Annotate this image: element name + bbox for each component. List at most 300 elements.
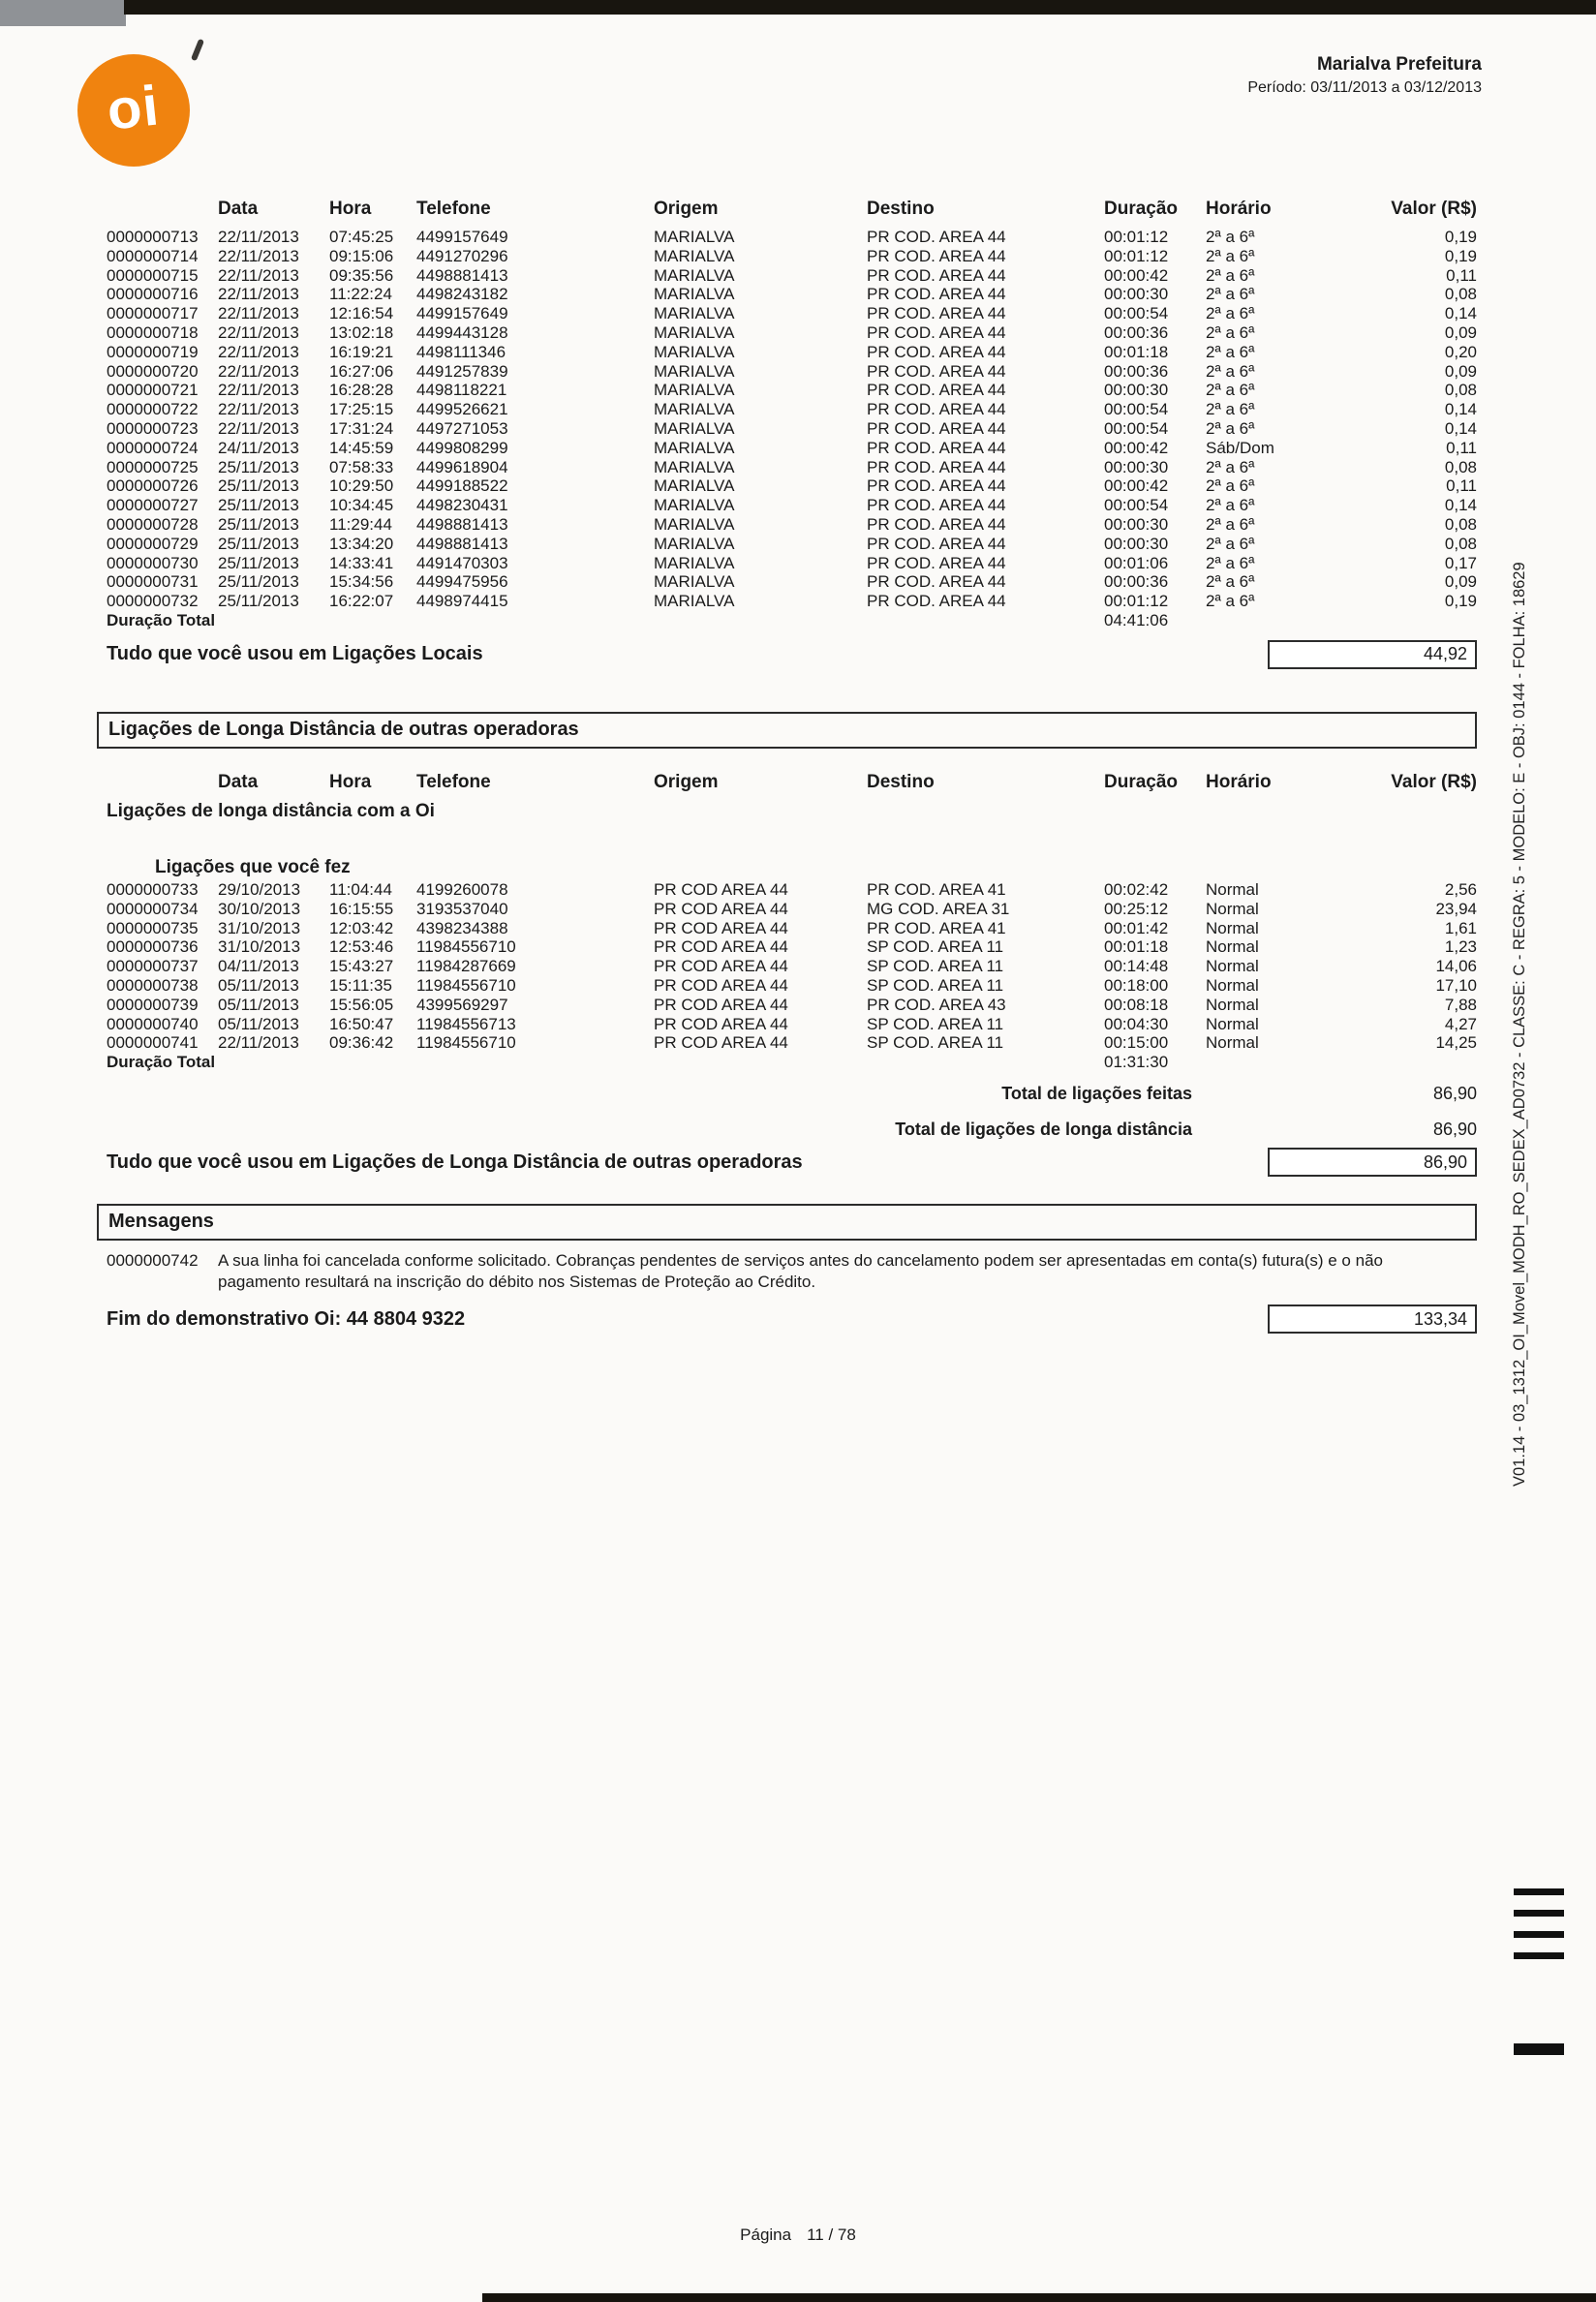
cell-hora: 09:36:42: [329, 1033, 394, 1053]
cell-valor: 1,61: [1444, 918, 1477, 937]
cell-telefone: 4499157649: [416, 304, 508, 323]
table-row: [107, 228, 1477, 247]
cell-valor: 0,09: [1444, 572, 1477, 592]
cell-data: 25/11/2013: [218, 553, 299, 572]
cell-valor: 0,08: [1444, 534, 1477, 553]
cell-valor: 14,25: [1435, 1033, 1477, 1053]
total-long-distance-label: Total de ligações de longa distância: [895, 1120, 1192, 1140]
col-header-horario: Horário: [1206, 771, 1272, 792]
cell-horario: Normal: [1206, 879, 1259, 899]
cell-data: 25/11/2013: [218, 534, 299, 553]
cell-destino: PR COD. AREA 43: [867, 995, 1006, 1014]
cell-hora: 15:34:56: [329, 572, 394, 592]
cell-id: 0000000720: [107, 361, 199, 381]
cell-duracao: 00:00:36: [1104, 322, 1169, 342]
cell-hora: 11:04:44: [329, 879, 392, 899]
col-header-destino: Destino: [867, 199, 935, 219]
cell-valor: 17,10: [1435, 975, 1477, 995]
cell-data: 29/10/2013: [218, 879, 301, 899]
cell-hora: 13:02:18: [329, 322, 394, 342]
cell-valor: 0,14: [1444, 304, 1477, 323]
cell-horario: 2ª a 6ª: [1206, 592, 1255, 611]
cell-telefone: 4498881413: [416, 534, 508, 553]
cell-horario: 2ª a 6ª: [1206, 285, 1255, 304]
cell-data: 22/11/2013: [218, 400, 299, 419]
cell-horario: 2ª a 6ª: [1206, 572, 1255, 592]
cell-data: 22/11/2013: [218, 304, 299, 323]
cell-data: 22/11/2013: [218, 381, 299, 400]
local-calls-summary-value: 44,92: [1423, 644, 1467, 664]
cell-origem: PR COD AREA 44: [654, 975, 788, 995]
table-row: [107, 1033, 1477, 1053]
cell-data: 22/11/2013: [218, 1033, 299, 1053]
closing-row: [107, 1304, 1477, 1334]
cell-telefone: 11984556713: [416, 1014, 516, 1033]
long-distance-summary-value: 86,90: [1423, 1151, 1467, 1172]
cell-horario: Normal: [1206, 995, 1259, 1014]
cell-data: 31/10/2013: [218, 918, 301, 937]
cell-destino: PR COD. AREA 41: [867, 879, 1006, 899]
cell-destino: PR COD. AREA 44: [867, 438, 1006, 457]
cell-hora: 10:29:50: [329, 476, 394, 496]
cell-telefone: 4498111346: [416, 342, 506, 361]
cell-duracao: 00:01:18: [1104, 342, 1169, 361]
table-row: [107, 458, 1477, 477]
cell-id: 0000000718: [107, 322, 199, 342]
cell-valor: 0,20: [1444, 342, 1477, 361]
cell-destino: PR COD. AREA 44: [867, 361, 1006, 381]
cell-telefone: 4498118221: [416, 381, 507, 400]
cell-origem: MARIALVA: [654, 476, 735, 496]
binding-mark: [1514, 1910, 1564, 1917]
cell-hora: 09:15:06: [329, 246, 394, 265]
cell-origem: MARIALVA: [654, 514, 735, 534]
cell-duracao: 00:00:36: [1104, 361, 1169, 381]
cell-hora: 13:34:20: [329, 534, 394, 553]
cell-hora: 17:25:15: [329, 400, 394, 419]
cell-origem: PR COD AREA 44: [654, 899, 788, 918]
table-row: [107, 362, 1477, 382]
col-header-empty: [107, 197, 218, 222]
cell-valor: 23,94: [1435, 899, 1477, 918]
long-distance-section-title: Ligações de Longa Distância de outras operadoras: [97, 712, 1477, 749]
table-row: [107, 515, 1477, 535]
cell-destino: PR COD. AREA 44: [867, 246, 1006, 265]
messages-section-title: Mensagens: [97, 1204, 1477, 1241]
customer-name: Marialva Prefeitura: [1316, 54, 1482, 75]
cell-data: 25/11/2013: [218, 514, 299, 534]
cell-horario: 2ª a 6ª: [1206, 265, 1255, 285]
cell-hora: 07:45:25: [329, 228, 394, 246]
total-calls-made-value: 86,90: [1432, 1084, 1477, 1104]
cell-telefone: 4498243182: [416, 285, 508, 304]
cell-hora: 17:31:24: [329, 418, 394, 438]
cell-data: 04/11/2013: [218, 957, 299, 976]
local-calls-summary-value-box: [1268, 640, 1477, 669]
cell-horario: 2ª a 6ª: [1206, 418, 1255, 438]
col-header-hora: Hora: [329, 771, 372, 792]
cell-destino: PR COD. AREA 44: [867, 418, 1006, 438]
cell-duracao: 00:00:30: [1104, 381, 1169, 400]
cell-hora: 07:58:33: [329, 457, 394, 476]
cell-id: 0000000732: [107, 592, 199, 611]
page-label: Página: [740, 2225, 792, 2244]
col-header-empty: [107, 770, 218, 795]
cell-data: 22/11/2013: [218, 285, 299, 304]
cell-id: 0000000717: [107, 304, 199, 323]
cell-telefone: 4491470303: [416, 553, 508, 572]
cell-telefone: 4498881413: [416, 265, 508, 285]
pen-mark: [191, 39, 204, 62]
total-long-distance-value: 86,90: [1432, 1120, 1477, 1140]
cell-destino: PR COD. AREA 44: [867, 534, 1006, 553]
col-header-horario: Horário: [1206, 199, 1272, 219]
cell-valor: 0,11: [1446, 438, 1477, 457]
cell-horario: 2ª a 6ª: [1206, 361, 1255, 381]
cell-destino: PR COD. AREA 44: [867, 381, 1006, 400]
col-header-origem: Origem: [654, 199, 719, 219]
cell-horario: 2ª a 6ª: [1206, 514, 1255, 534]
cell-horario: 2ª a 6ª: [1206, 534, 1255, 553]
cell-duracao: 00:14:48: [1104, 957, 1169, 976]
cell-data: 25/11/2013: [218, 572, 299, 592]
cell-data: 22/11/2013: [218, 361, 299, 381]
cell-hora: 15:11:35: [329, 975, 392, 995]
cell-data: 22/11/2013: [218, 228, 299, 246]
cell-data: 05/11/2013: [218, 1014, 299, 1033]
cell-id: 0000000729: [107, 534, 199, 553]
cell-hora: 16:22:07: [329, 592, 394, 611]
cell-destino: PR COD. AREA 44: [867, 572, 1006, 592]
cell-destino: PR COD. AREA 41: [867, 918, 1006, 937]
cell-origem: MARIALVA: [654, 572, 735, 592]
cell-valor: 7,88: [1444, 995, 1477, 1014]
cell-origem: MARIALVA: [654, 304, 735, 323]
cell-duracao: 00:00:42: [1104, 476, 1169, 496]
cell-id: 0000000728: [107, 514, 199, 534]
long-distance-table-body: [107, 880, 1477, 1053]
cell-telefone: 4399569297: [416, 995, 508, 1014]
cell-destino: SP COD. AREA 11: [867, 975, 1004, 995]
cell-hora: 14:33:41: [329, 553, 394, 572]
total-duration-label: Duração Total: [107, 610, 216, 629]
cell-destino: SP COD. AREA 11: [867, 1014, 1004, 1033]
table-row: [107, 476, 1477, 496]
cell-hora: 15:56:05: [329, 995, 394, 1014]
cell-id: 0000000731: [107, 572, 199, 592]
table-row: [107, 554, 1477, 573]
cell-telefone: 4499526621: [416, 400, 508, 419]
message-item: [107, 1250, 1477, 1293]
cell-horario: 2ª a 6ª: [1206, 457, 1255, 476]
cell-duracao: 00:00:30: [1104, 534, 1169, 553]
cell-destino: PR COD. AREA 44: [867, 285, 1006, 304]
long-distance-summary-label: Tudo que você usou em Ligações de Longa Distância de outras operadoras: [107, 1151, 803, 1173]
registration-side-text: V01.14 - 03_1312_OI_Movel_MODH_RO_SEDEX_AD0732 - CLASSE: C - REGRA: 5 - MODELO: E - OBJ: 0144 - FOLHA: 18629: [1511, 562, 1528, 1487]
cell-duracao: 00:18:00: [1104, 975, 1169, 995]
cell-origem: MARIALVA: [654, 265, 735, 285]
cell-valor: 0,19: [1444, 246, 1477, 265]
cell-duracao: 00:01:42: [1104, 918, 1169, 937]
cell-duracao: 00:00:42: [1104, 265, 1169, 285]
long-distance-subtitle: Ligações de longa distância com a Oi: [107, 800, 435, 821]
cell-hora: 16:28:28: [329, 381, 394, 400]
total-calls-made-row: [107, 1084, 1477, 1104]
cell-duracao: 00:00:54: [1104, 418, 1169, 438]
cell-data: 05/11/2013: [218, 995, 299, 1014]
cell-destino: MG COD. AREA 31: [867, 899, 1010, 918]
cell-horario: Normal: [1206, 937, 1259, 957]
cell-horario: Normal: [1206, 957, 1259, 976]
page-footer: [0, 2225, 1596, 2245]
cell-valor: 0,11: [1446, 265, 1477, 285]
cell-hora: 12:53:46: [329, 937, 394, 957]
cell-telefone: 4499157649: [416, 228, 508, 246]
cell-destino: PR COD. AREA 44: [867, 265, 1006, 285]
cell-origem: MARIALVA: [654, 246, 735, 265]
table-row: [107, 957, 1477, 976]
cell-duracao: 00:00:54: [1104, 496, 1169, 515]
cell-data: 22/11/2013: [218, 418, 299, 438]
cell-horario: 2ª a 6ª: [1206, 476, 1255, 496]
cell-origem: PR COD AREA 44: [654, 957, 788, 976]
col-header-data: Data: [218, 771, 259, 792]
cell-duracao: 00:01:12: [1104, 592, 1169, 611]
cell-duracao: 00:01:12: [1104, 246, 1169, 265]
cell-id: 0000000736: [107, 937, 199, 957]
cell-origem: PR COD AREA 44: [654, 879, 788, 899]
cell-telefone: 4199260078: [416, 879, 508, 899]
page-number: 11 / 78: [807, 2225, 856, 2244]
document-header: [1247, 54, 1482, 97]
cell-duracao: 00:08:18: [1104, 995, 1169, 1014]
closing-value: 133,34: [1413, 1308, 1467, 1329]
cell-duracao: 00:00:54: [1104, 400, 1169, 419]
cell-telefone: 4499443128: [416, 322, 508, 342]
table-row: [107, 419, 1477, 439]
cell-duracao: 00:01:18: [1104, 937, 1169, 957]
total-calls-made-label: Total de ligações feitas: [1001, 1084, 1192, 1104]
table-row: [107, 900, 1477, 919]
scan-top-black-bar: [124, 0, 1596, 15]
cell-horario: 2ª a 6ª: [1206, 322, 1255, 342]
cell-id: 0000000738: [107, 975, 199, 995]
cell-id: 0000000733: [107, 879, 199, 899]
cell-data: 22/11/2013: [218, 246, 299, 265]
cell-hora: 16:15:55: [329, 899, 394, 918]
cell-destino: PR COD. AREA 44: [867, 342, 1006, 361]
cell-origem: MARIALVA: [654, 342, 735, 361]
table-row: [107, 381, 1477, 400]
table-row: [107, 323, 1477, 343]
cell-id: 0000000725: [107, 457, 199, 476]
cell-origem: MARIALVA: [654, 496, 735, 515]
cell-duracao: 00:25:12: [1104, 899, 1169, 918]
cell-destino: PR COD. AREA 44: [867, 228, 1006, 246]
cell-data: 05/11/2013: [218, 975, 299, 995]
table-row: [107, 937, 1477, 957]
cell-horario: Normal: [1206, 975, 1259, 995]
cell-horario: 2ª a 6ª: [1206, 342, 1255, 361]
cell-data: 25/11/2013: [218, 457, 299, 476]
cell-destino: PR COD. AREA 44: [867, 400, 1006, 419]
cell-duracao: 00:04:30: [1104, 1014, 1169, 1033]
cell-telefone: 3193537040: [416, 899, 508, 918]
cell-origem: MARIALVA: [654, 400, 735, 419]
local-calls-summary-label: Tudo que você usou em Ligações Locais: [107, 643, 483, 665]
cell-telefone: 11984556710: [416, 1033, 516, 1053]
local-calls-summary: [107, 640, 1477, 669]
local-calls-total-row: [107, 611, 1477, 630]
cell-telefone: 11984556710: [416, 975, 516, 995]
cell-horario: Sáb/Dom: [1206, 438, 1274, 457]
cell-origem: MARIALVA: [654, 457, 735, 476]
cell-origem: PR COD AREA 44: [654, 918, 788, 937]
table-row: [107, 496, 1477, 515]
cell-horario: Normal: [1206, 899, 1259, 918]
long-distance-summary-value-box: [1268, 1148, 1477, 1177]
table-row: [107, 247, 1477, 266]
cell-horario: 2ª a 6ª: [1206, 246, 1255, 265]
col-header-valor: Valor (R$): [1391, 199, 1477, 219]
cell-origem: MARIALVA: [654, 285, 735, 304]
cell-id: 0000000740: [107, 1014, 199, 1033]
cell-origem: MARIALVA: [654, 553, 735, 572]
table-row: [107, 535, 1477, 554]
table-row: [107, 343, 1477, 362]
cell-id: 0000000741: [107, 1033, 199, 1053]
billing-period: Período: 03/11/2013 a 03/12/2013: [1247, 79, 1482, 96]
cell-destino: PR COD. AREA 44: [867, 553, 1006, 572]
cell-data: 24/11/2013: [218, 438, 299, 457]
cell-data: 25/11/2013: [218, 592, 299, 611]
cell-origem: MARIALVA: [654, 592, 735, 611]
bill-content: [107, 197, 1477, 1334]
cell-id: 0000000713: [107, 228, 199, 246]
cell-id: 0000000730: [107, 553, 199, 572]
table-row: [107, 976, 1477, 996]
total-duration-value: 01:31:30: [1104, 1053, 1169, 1072]
table-row: [107, 572, 1477, 592]
cell-telefone: 4491257839: [416, 361, 508, 381]
cell-telefone: 4491270296: [416, 246, 508, 265]
cell-origem: PR COD AREA 44: [654, 1014, 788, 1033]
oi-logo-text: oi: [104, 73, 163, 142]
col-header-origem: Origem: [654, 771, 719, 792]
cell-valor: 0,08: [1444, 381, 1477, 400]
cell-hora: 12:03:42: [329, 918, 394, 937]
cell-telefone: 4498881413: [416, 514, 508, 534]
cell-id: 0000000735: [107, 918, 199, 937]
cell-horario: 2ª a 6ª: [1206, 304, 1255, 323]
cell-hora: 12:16:54: [329, 304, 394, 323]
scan-top-gray-bar: [0, 0, 126, 26]
cell-valor: 0,14: [1444, 400, 1477, 419]
col-header-destino: Destino: [867, 771, 935, 792]
table-row: [107, 285, 1477, 304]
cell-id: 0000000724: [107, 438, 199, 457]
cell-horario: 2ª a 6ª: [1206, 400, 1255, 419]
cell-data: 30/10/2013: [218, 899, 301, 918]
cell-valor: 14,06: [1435, 957, 1477, 976]
cell-id: 0000000737: [107, 957, 199, 976]
cell-duracao: 00:01:12: [1104, 228, 1169, 246]
cell-valor: 0,14: [1444, 418, 1477, 438]
cell-origem: PR COD AREA 44: [654, 995, 788, 1014]
cell-data: 25/11/2013: [218, 476, 299, 496]
cell-valor: 4,27: [1444, 1014, 1477, 1033]
col-header-telefone: Telefone: [416, 199, 491, 219]
message-id: 0000000742: [107, 1251, 199, 1271]
cell-destino: SP COD. AREA 11: [867, 957, 1004, 976]
binding-mark: [1514, 1888, 1564, 1895]
cell-id: 0000000716: [107, 285, 199, 304]
local-calls-header-row: [107, 197, 1477, 222]
cell-telefone: 4497271053: [416, 418, 508, 438]
calls-you-made-title: Ligações que você fez: [155, 856, 351, 877]
cell-telefone: 11984556710: [416, 937, 516, 957]
cell-telefone: 4499475956: [416, 572, 508, 592]
cell-id: 0000000714: [107, 246, 199, 265]
cell-destino: PR COD. AREA 44: [867, 304, 1006, 323]
cell-valor: 1,23: [1444, 937, 1477, 957]
cell-id: 0000000726: [107, 476, 199, 496]
cell-destino: SP COD. AREA 11: [867, 937, 1004, 957]
table-row: [107, 592, 1477, 611]
table-row: [107, 439, 1477, 458]
cell-duracao: 00:15:00: [1104, 1033, 1169, 1053]
cell-duracao: 00:01:06: [1104, 553, 1169, 572]
cell-destino: PR COD. AREA 44: [867, 457, 1006, 476]
cell-origem: PR COD AREA 44: [654, 937, 788, 957]
cell-destino: SP COD. AREA 11: [867, 1033, 1004, 1053]
cell-origem: MARIALVA: [654, 322, 735, 342]
cell-valor: 0,09: [1444, 361, 1477, 381]
long-distance-summary: [107, 1148, 1477, 1177]
table-row: [107, 304, 1477, 323]
cell-destino: PR COD. AREA 44: [867, 322, 1006, 342]
cell-origem: PR COD AREA 44: [654, 1033, 788, 1053]
cell-hora: 15:43:27: [329, 957, 394, 976]
cell-valor: 0,19: [1444, 228, 1477, 246]
cell-origem: MARIALVA: [654, 438, 735, 457]
cell-id: 0000000721: [107, 381, 199, 400]
cell-hora: 16:27:06: [329, 361, 394, 381]
cell-telefone: 4398234388: [416, 918, 508, 937]
col-header-hora: Hora: [329, 199, 372, 219]
cell-hora: 09:35:56: [329, 265, 394, 285]
cell-id: 0000000734: [107, 899, 199, 918]
cell-hora: 11:22:24: [329, 285, 392, 304]
total-duration-value: 04:41:06: [1104, 610, 1169, 629]
message-text: A sua linha foi cancelada conforme solicitado. Cobranças pendentes de serviços antes do cancelamento podem ser apresentadas em conta(s) futura(s) e o não pagamento resultará na inscrição do débito nos Sistemas de Proteção ao Crédito.: [218, 1251, 1383, 1292]
cell-telefone: 11984287669: [416, 957, 516, 976]
cell-destino: PR COD. AREA 44: [867, 496, 1006, 515]
closing-label: Fim do demonstrativo Oi: 44 8804 9322: [107, 1307, 466, 1330]
long-distance-total-row: [107, 1053, 1477, 1072]
cell-horario: 2ª a 6ª: [1206, 228, 1255, 246]
col-header-data: Data: [218, 199, 259, 219]
cell-data: 22/11/2013: [218, 265, 299, 285]
cell-valor: 0,09: [1444, 322, 1477, 342]
cell-horario: 2ª a 6ª: [1206, 381, 1255, 400]
cell-telefone: 4498230431: [416, 496, 508, 515]
cell-hora: 11:29:44: [329, 514, 392, 534]
cell-valor: 0,17: [1444, 553, 1477, 572]
cell-valor: 0,14: [1444, 496, 1477, 515]
cell-valor: 0,08: [1444, 457, 1477, 476]
total-long-distance-row: [107, 1120, 1477, 1140]
